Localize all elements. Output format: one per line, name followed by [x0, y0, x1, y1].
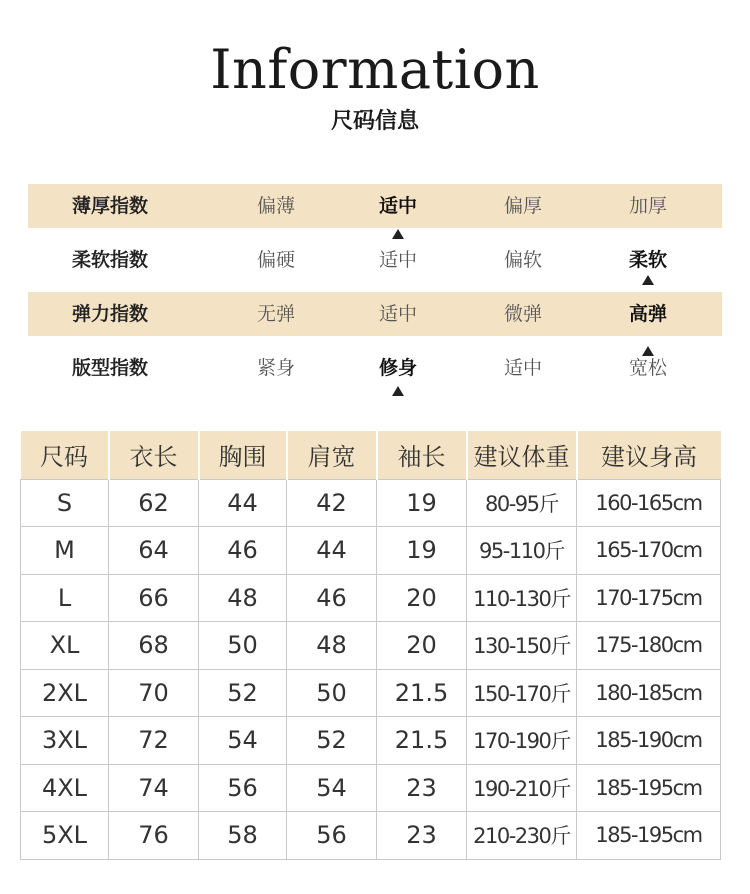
- index-option: 宽松: [628, 357, 667, 379]
- column-header: 建议身高: [577, 431, 721, 479]
- table-row: [21, 669, 721, 717]
- table-cell: 185-195cm: [577, 764, 721, 812]
- table-cell: 70: [109, 669, 199, 717]
- table-row: [21, 812, 721, 860]
- table-row: [21, 622, 721, 670]
- page-title: Information: [210, 38, 540, 101]
- index-option: 偏硬: [256, 249, 295, 271]
- table-cell: 21.5: [377, 717, 467, 765]
- column-header: 袖长: [377, 431, 467, 479]
- index-option: 偏薄: [256, 195, 295, 217]
- selected-marker-icon: [392, 386, 404, 396]
- index-option: 偏软: [503, 249, 542, 271]
- table-cell: 165-170cm: [577, 527, 721, 575]
- index-row-thickness: [28, 184, 722, 228]
- index-option: 适中: [378, 303, 417, 325]
- table-cell: 190-210斤: [467, 764, 577, 812]
- table-cell: 185-190cm: [577, 717, 721, 765]
- table-cell: 20: [377, 574, 467, 622]
- table-cell: 50: [199, 622, 287, 670]
- table-cell: 56: [199, 764, 287, 812]
- table-cell: 160-165cm: [577, 479, 721, 527]
- table-cell: 50: [287, 669, 377, 717]
- index-option: 偏厚: [503, 195, 542, 217]
- table-cell: XL: [21, 622, 109, 670]
- table-cell: 20: [377, 622, 467, 670]
- table-cell: 95-110斤: [467, 527, 577, 575]
- table-cell: 48: [199, 574, 287, 622]
- column-header: 建议体重: [467, 431, 577, 479]
- index-label: 薄厚指数: [71, 195, 148, 217]
- table-cell: 46: [199, 527, 287, 575]
- table-cell: 44: [199, 479, 287, 527]
- page-subtitle: 尺码信息: [330, 109, 419, 134]
- table-cell: 52: [199, 669, 287, 717]
- table-cell: 210-230斤: [467, 812, 577, 860]
- table-cell: 42: [287, 479, 377, 527]
- fabric-index-panel: [28, 184, 722, 390]
- size-chart-table: [20, 431, 721, 860]
- table-cell: 68: [109, 622, 199, 670]
- index-label: 弹力指数: [71, 303, 148, 325]
- table-row: [21, 479, 721, 527]
- table-cell: 175-180cm: [577, 622, 721, 670]
- index-option: 适中: [503, 357, 542, 379]
- table-cell: 23: [377, 812, 467, 860]
- table-cell: M: [21, 527, 109, 575]
- table-cell: 19: [377, 527, 467, 575]
- index-row-fit: [28, 346, 722, 390]
- table-cell: 54: [199, 717, 287, 765]
- index-option-selected: 适中: [378, 195, 417, 217]
- column-header: 胸围: [199, 431, 287, 479]
- table-row: [21, 717, 721, 765]
- index-option: 适中: [378, 249, 417, 271]
- index-row-elasticity: [28, 292, 722, 336]
- index-label: 柔软指数: [71, 249, 148, 271]
- table-cell: 23: [377, 764, 467, 812]
- index-option: 微弹: [503, 303, 542, 325]
- table-cell: 185-195cm: [577, 812, 721, 860]
- index-label: 版型指数: [71, 357, 148, 379]
- index-option-selected: 高弹: [628, 303, 667, 325]
- table-cell: 21.5: [377, 669, 467, 717]
- table-cell: 56: [287, 812, 377, 860]
- table-cell: 2XL: [21, 669, 109, 717]
- table-cell: 72: [109, 717, 199, 765]
- table-cell: 66: [109, 574, 199, 622]
- table-cell: 19: [377, 479, 467, 527]
- table-cell: 170-190斤: [467, 717, 577, 765]
- table-cell: 5XL: [21, 812, 109, 860]
- table-cell: L: [21, 574, 109, 622]
- table-cell: 48: [287, 622, 377, 670]
- table-row: [21, 764, 721, 812]
- table-cell: 62: [109, 479, 199, 527]
- table-cell: 170-175cm: [577, 574, 721, 622]
- index-option: 加厚: [628, 195, 667, 217]
- column-header: 衣长: [109, 431, 199, 479]
- table-cell: 130-150斤: [467, 622, 577, 670]
- table-cell: S: [21, 479, 109, 527]
- table-row: [21, 527, 721, 575]
- index-option: 无弹: [256, 303, 295, 325]
- table-cell: 180-185cm: [577, 669, 721, 717]
- table-cell: 110-130斤: [467, 574, 577, 622]
- table-cell: 64: [109, 527, 199, 575]
- index-option-selected: 柔软: [628, 249, 667, 271]
- index-row-softness: [28, 238, 722, 282]
- size-table-header: [21, 431, 721, 479]
- table-cell: 46: [287, 574, 377, 622]
- index-option-selected: 修身: [378, 357, 417, 379]
- table-cell: 150-170斤: [467, 669, 577, 717]
- table-cell: 58: [199, 812, 287, 860]
- column-header: 尺码: [21, 431, 109, 479]
- table-cell: 80-95斤: [467, 479, 577, 527]
- table-cell: 52: [287, 717, 377, 765]
- column-header: 肩宽: [287, 431, 377, 479]
- table-cell: 76: [109, 812, 199, 860]
- table-cell: 44: [287, 527, 377, 575]
- table-row: [21, 574, 721, 622]
- table-cell: 54: [287, 764, 377, 812]
- table-cell: 3XL: [21, 717, 109, 765]
- index-option: 紧身: [256, 357, 295, 379]
- selected-marker-icon: [642, 275, 654, 285]
- table-cell: 74: [109, 764, 199, 812]
- table-cell: 4XL: [21, 764, 109, 812]
